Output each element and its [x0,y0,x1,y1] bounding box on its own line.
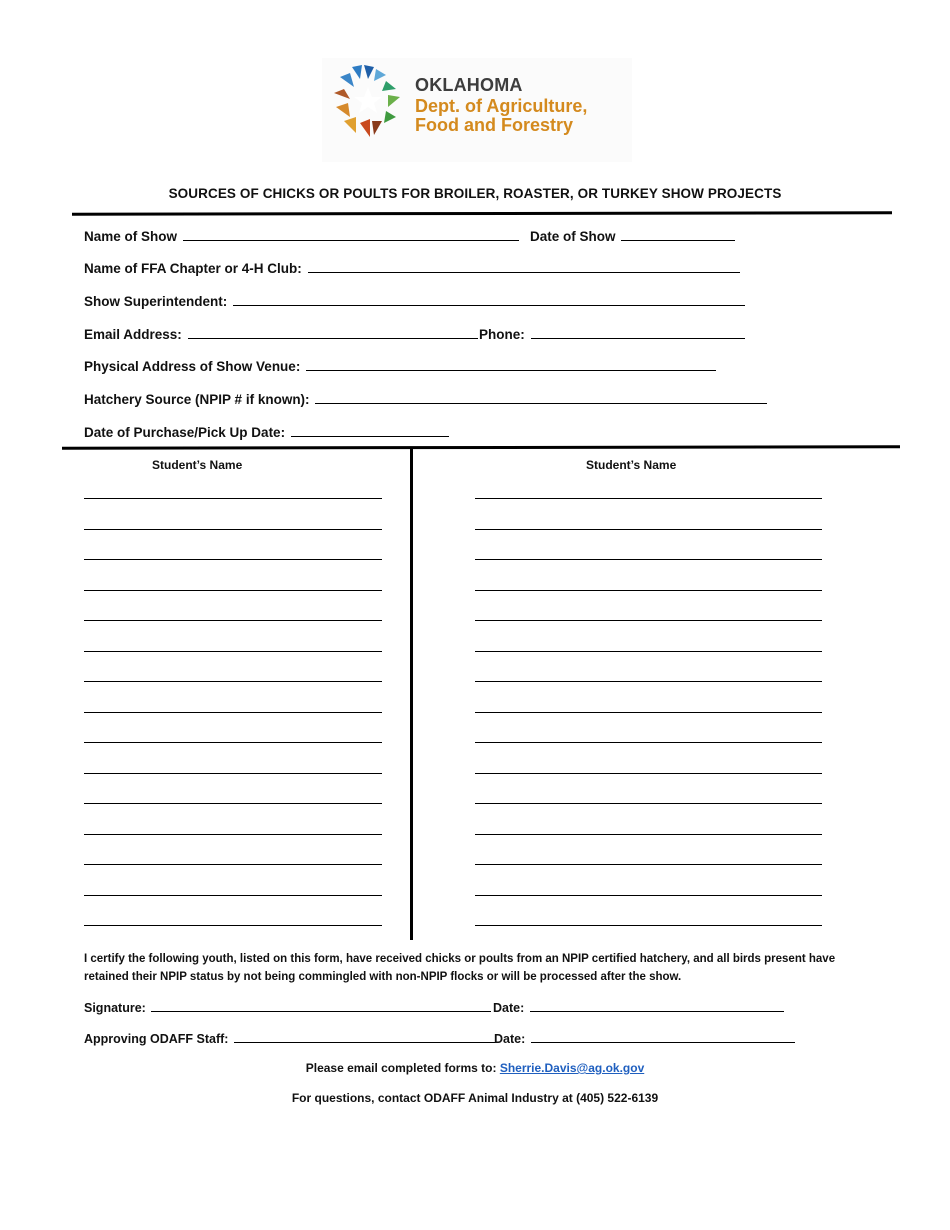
middle-divider [62,445,900,449]
approving-label: Approving ODAFF Staff: [84,1032,229,1046]
contact-email-link[interactable]: Sherrie.Davis@ag.ok.gov [499,1061,645,1075]
right-student-name-line[interactable] [475,590,822,591]
odaff-logo [322,58,632,162]
left-student-name-line[interactable] [84,895,382,896]
logo-line-dept: Dept. of Agriculture, [415,96,588,116]
left-student-name-line[interactable] [84,681,382,682]
right-student-name-line[interactable] [475,925,822,926]
email-field [84,326,478,342]
certification-statement: I certify the following youth, listed on this form, have received chicks or poults from an NPIP certified hatchery, and all birds present have retained their NPIP status by not being commingled with non-NPIP flocks or will be processed after the show. [84,953,836,983]
venue-field [84,358,716,374]
club-label: Name of FFA Chapter or 4-H Club: [84,261,302,276]
email-label: Email Address: [84,327,182,342]
right-student-name-line[interactable] [475,620,822,621]
superintendent-label: Show Superintendent: [84,294,228,309]
right-student-name-line[interactable] [475,651,822,652]
left-student-name-line[interactable] [84,620,382,621]
hatchery-input[interactable] [315,391,767,404]
purchase-date-field [84,424,449,440]
show-date-input[interactable] [621,228,735,241]
right-student-name-line[interactable] [475,742,822,743]
superintendent-field [84,293,745,309]
signature-field [84,999,491,1015]
signature-label: Signature: [84,1001,146,1015]
club-input[interactable] [308,260,740,273]
star-logo-icon [330,63,410,141]
show-name-input[interactable] [183,228,519,241]
purchase-date-label: Date of Purchase/Pick Up Date: [84,425,286,440]
email-input[interactable] [188,326,478,339]
approving-date-input[interactable] [531,1030,795,1043]
right-student-name-line[interactable] [475,712,822,713]
venue-label: Physical Address of Show Venue: [84,359,301,374]
left-student-name-line[interactable] [84,712,382,713]
left-student-name-line[interactable] [84,498,382,499]
logo-line-oklahoma: OKLAHOMA [415,75,523,95]
right-student-name-line[interactable] [475,773,822,774]
right-student-name-line[interactable] [475,529,822,530]
left-student-name-line[interactable] [84,651,382,652]
approving-input[interactable] [234,1030,496,1043]
signature-date-input[interactable] [530,999,784,1012]
logo-line-food: Food and Forestry [415,115,574,135]
show-name-label: Name of Show [84,229,178,244]
signature-date-label: Date: [493,1001,525,1015]
email-instructions [0,1061,950,1075]
questions-contact: For questions, contact ODAFF Animal Industry at (405) 522-6139 [291,1091,659,1105]
show-date-label: Date of Show [530,229,616,244]
phone-field [479,326,745,342]
right-student-name-line[interactable] [475,864,822,865]
phone-label: Phone: [479,327,525,342]
column-divider [410,448,413,940]
right-student-name-line[interactable] [475,803,822,804]
club-field [84,260,740,276]
hatchery-field [84,391,767,407]
right-student-name-line[interactable] [475,681,822,682]
left-student-name-line[interactable] [84,773,382,774]
purchase-date-input[interactable] [291,424,449,437]
left-student-name-line[interactable] [84,742,382,743]
superintendent-input[interactable] [233,293,745,306]
top-divider [72,211,892,215]
right-student-name-line[interactable] [475,559,822,560]
left-student-name-line[interactable] [84,803,382,804]
left-student-name-line[interactable] [84,834,382,835]
approving-date-label: Date: [494,1032,526,1046]
left-student-name-line[interactable] [84,925,382,926]
right-student-header: Student’s Name [586,458,677,472]
signature-input[interactable] [151,999,491,1012]
right-student-name-line[interactable] [475,498,822,499]
left-student-name-line[interactable] [84,559,382,560]
show-date-field [530,228,735,244]
logo-wordmark [415,76,587,134]
email-prefix: Please email completed forms to: [305,1061,497,1075]
approving-field [84,1030,496,1046]
form-title: SOURCES OF CHICKS OR POULTS FOR BROILER, ROASTER, OR TURKEY SHOW PROJECTS [168,186,782,201]
hatchery-label: Hatchery Source (NPIP # if known): [84,392,310,407]
show-name-field [84,228,519,244]
left-student-header: Student’s Name [152,458,243,472]
left-student-name-line[interactable] [84,529,382,530]
left-student-name-line[interactable] [84,590,382,591]
signature-date-field [493,999,784,1015]
approving-date-field [494,1030,795,1046]
right-student-name-line[interactable] [475,834,822,835]
right-student-name-line[interactable] [475,895,822,896]
phone-input[interactable] [531,326,745,339]
venue-input[interactable] [306,358,716,371]
left-student-name-line[interactable] [84,864,382,865]
